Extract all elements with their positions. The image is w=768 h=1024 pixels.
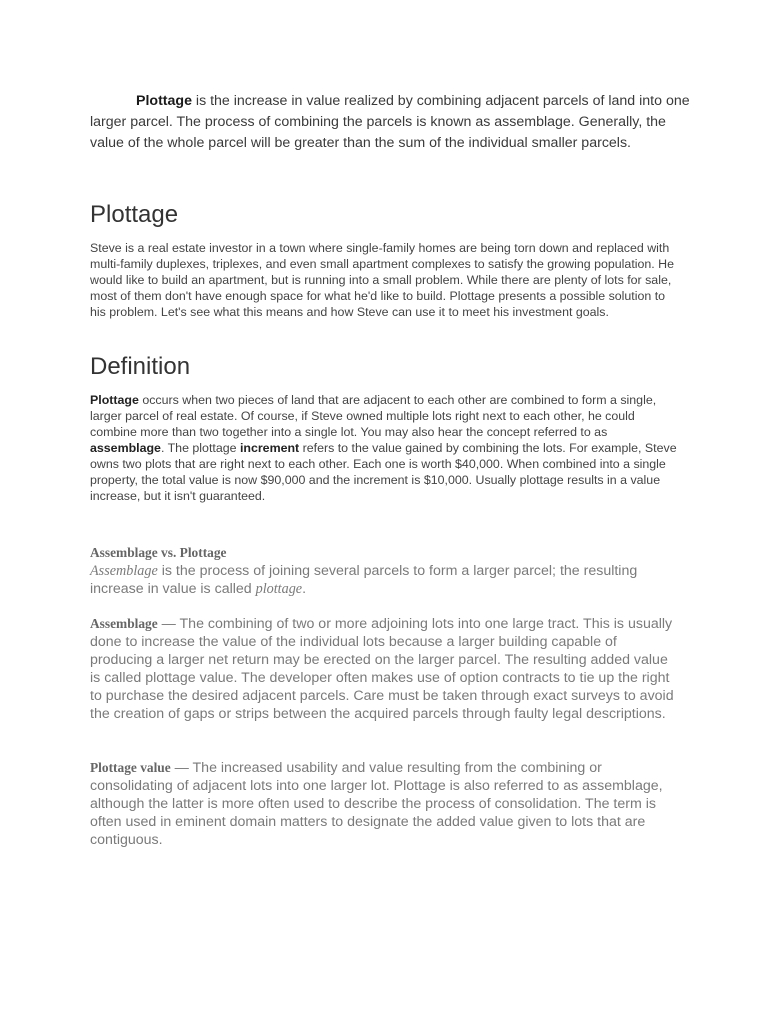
definition-paragraph [90, 392, 682, 504]
intro-paragraph [90, 91, 690, 154]
plottage-value-definition-text: — The increased usability and value resulting from the combining or consolidating of adjacent lots into one larger lot. Plottage is also referred to as assemblage, although the latter is more often used to describe the process of consolidation. The term is often used in eminent domain matters to designate the added value given to lots that are contiguous. [90, 760, 663, 848]
assemblage-term: Assemblage [90, 616, 158, 631]
intro-term: Plottage [136, 93, 192, 109]
assemblage-vs-plottage-text [90, 562, 680, 598]
assemblage-italic: Assemblage [90, 563, 158, 579]
intro-text: is the increase in value realized by combining adjacent parcels of land into one larger parcel. The process of combining the parcels is known as assemblage. Generally, the value of the whole parcel will be greater than the sum of the individual smaller parcels. [90, 93, 690, 151]
definition-text-2: . The plottage [160, 441, 240, 455]
assemblage-definition [90, 615, 680, 723]
assemblage-vs-plottage-heading: Assemblage vs. Plottage [90, 545, 227, 560]
assemblage-vs-text-2: . [302, 581, 307, 597]
definition-text-1: occurs when two pieces of land that are adjacent to each other are combined to form a single, larger parcel of real estate. Of course, if Steve owned multiple lots right next to each other, he could combine more than two together into a single lot. You may also hear the concept referred to as [90, 393, 657, 439]
definition-text-3: refers to the value gained by combining the lots. For example, Steve owns two plots that are right next to each other. Each one is worth $40,000. When combined into a single property, the total value is now $90,000 and the increment is $10,000. Usually plottage results in a value increase, but it isn't guaranteed. [90, 441, 677, 503]
definition-term-plottage: Plottage [90, 393, 139, 407]
plottage-value-definition [90, 759, 680, 849]
definition-heading: Definition [90, 353, 191, 380]
plottage-value-term: Plottage value [90, 760, 171, 775]
definition-term-assemblage: assemblage [90, 441, 161, 455]
definition-term-increment: increment [239, 441, 300, 455]
plottage-heading: Plottage [90, 201, 179, 228]
assemblage-definition-text: — The combining of two or more adjoining lots into one large tract. This is usually done to increase the value of the individual lots because a larger building capable of producing a larger net return may be erected on the larger parcel. The resulting added value is called plottage value. The developer often makes use of option contracts to tie up the right to purchase the desired adjacent parcels. Care must be taken through exact surveys to avoid the creation of gaps or strips between the acquired parcels through faulty legal descriptions. [90, 616, 674, 722]
plottage-paragraph: Steve is a real estate investor in a town where single-family homes are being torn down and replaced with multi-family duplexes, triplexes, and even small apartment complexes to satisfy the growing population. He would like to build an apartment, but is running into a small problem. While there are plenty of lots for sale, most of them don't have enough space for what he'd like to build. Plottage presents a possible solution to his problem. Let's see what this means and how Steve can use it to meet his investment goals. [90, 241, 675, 319]
assemblage-vs-text-1: is the process of joining several parcels to form a larger parcel; the resulting increase in value is called [90, 563, 638, 597]
plottage-italic: plottage [255, 581, 303, 597]
